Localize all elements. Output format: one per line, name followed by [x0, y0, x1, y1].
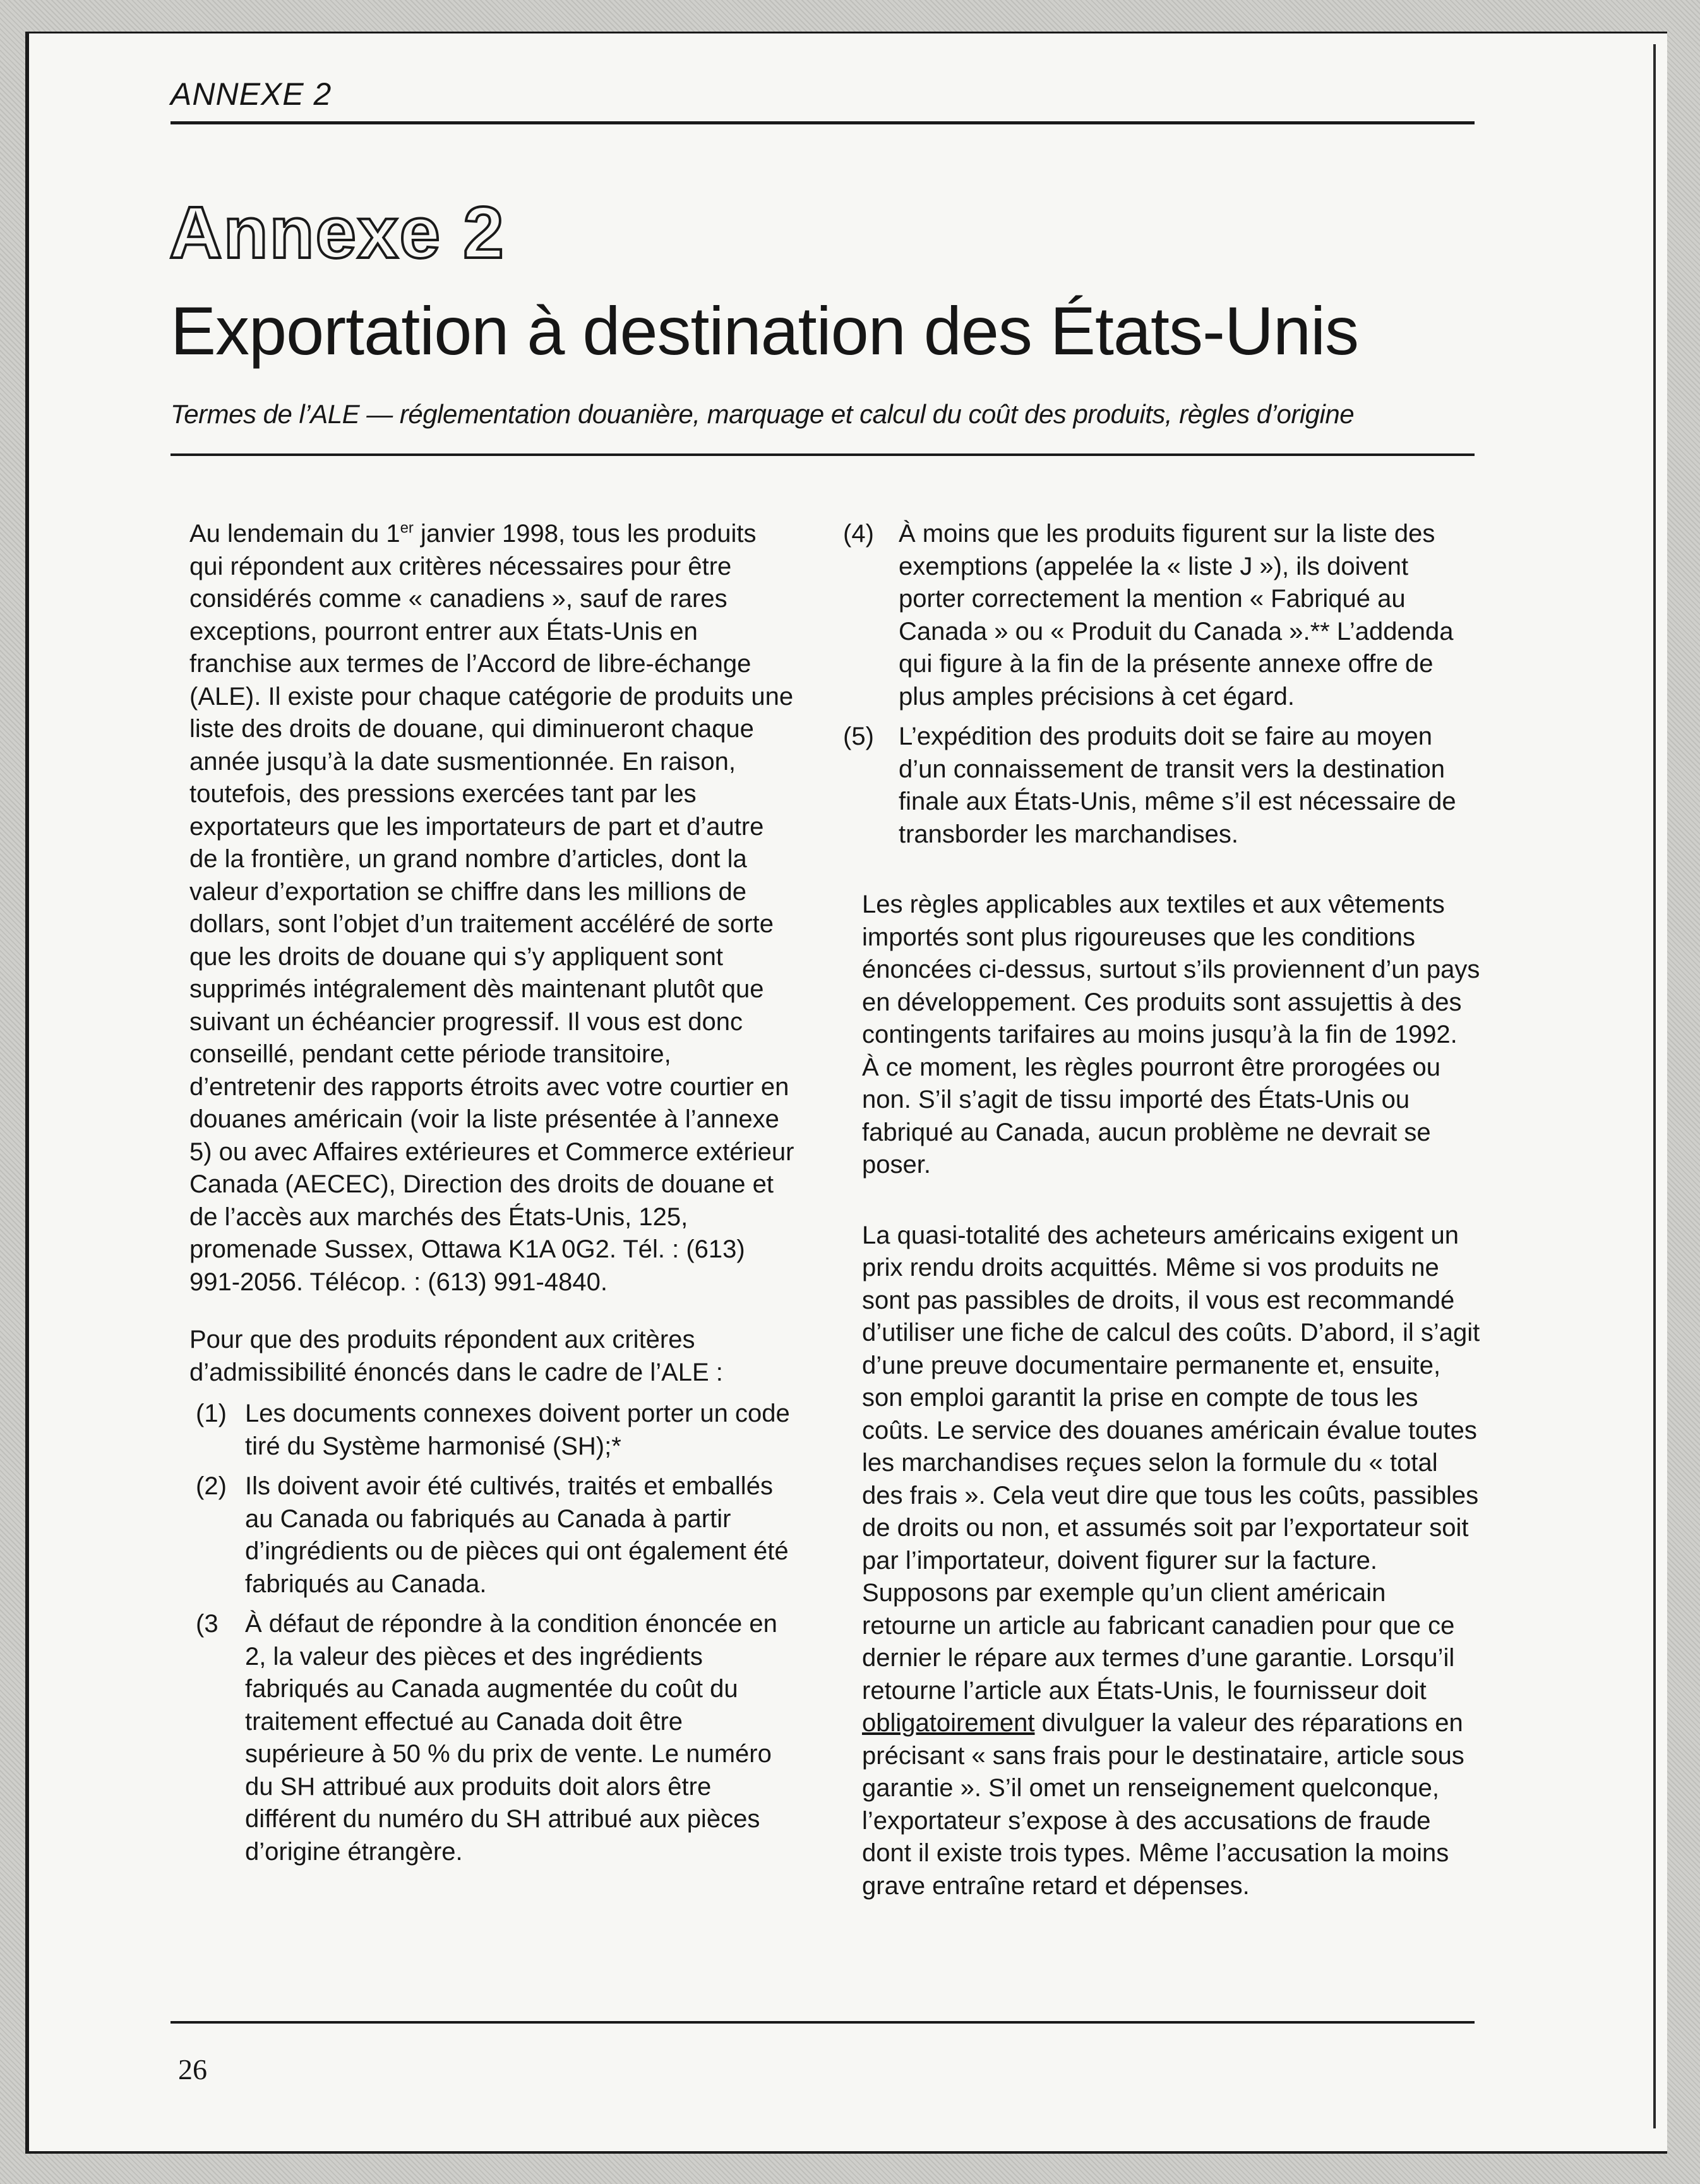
intro-text-start: Au lendemain du 1: [189, 520, 400, 548]
page-number: 26: [178, 2053, 207, 2085]
list-item-number: (5): [843, 723, 874, 750]
list-item-text: Les documents connexes doivent porter un code tiré du Système harmonisé (SH);*: [245, 1400, 790, 1460]
textiles-paragraph: Les règles applicables aux textiles et aux vêtements importés sont plus rigoureuses que les conditions énoncées ci-dessus, surtout s’ils proviennent d’un pays en développement. Ces produits sont assujettis à des contingents tarifaires au moins jusqu’à la fin de 1992. À ce moment, les règles pourront être prorogées ou non. S’il s’agit de tissu importé des États-Unis ou fabriqué au Canada, aucun problème ne devrait se poser.: [862, 891, 1480, 1179]
list-item-number: (3: [196, 1610, 218, 1638]
list-item-number: (4): [843, 520, 874, 548]
list-item: [196, 1398, 796, 1463]
page-title: Exportation à destination des États-Unis: [171, 292, 1359, 369]
left-column: [189, 518, 796, 1876]
criteria-list-continued: [843, 518, 1481, 851]
footer-rule: [171, 2021, 1475, 2024]
list-item: [843, 518, 1481, 713]
intro-text-rest: janvier 1998, tous les produits qui répondent aux critères nécessaires pour être considérés comme « canadiens », sauf de rares exceptions, pourront entrer aux États-Unis en franchise aux termes de l’Accord de libre-échange (ALE). Il existe pour chaque catégorie de produits une liste des droits de douane, qui diminueront chaque année jusqu’à la date susmentionnée. En raison, toutefois, des pressions exercées tant par les exportateurs que les importateurs de part et d’autre de la frontière, un grand nombre d’articles, dont la valeur d’exportation se chiffre dans les millions de dollars, sont l’objet d’un traitement accéléré de sorte que les droits de douane qui s’y appliquent sont supprimés intégralement dès maintenant plutôt que suivant un échéancier progressif. Il vous est donc conseillé, pendant cette période transitoire, d’entretenir des rapports étroits avec votre courtier en douanes américain (voir la liste présentée à l’annexe 5) ou avec Affaires extérieures et Commerce extérieur Canada (AECEC), Direction des droits de douane et de l’accès aux marchés des États-Unis, 125, promenade Sussex, Ottawa K1A 0G2. Tél. : (613) 991-2056. Télécop. : (613) 991-4840.: [189, 520, 794, 1296]
underlined-word: obligatoirement: [862, 1709, 1035, 1737]
page-right-edge: [1653, 44, 1656, 2128]
title-rule: [171, 453, 1475, 456]
header-rule: [171, 121, 1475, 124]
buyers-text-end: divulguer la valeur des réparations en précisant « sans frais pour le destinataire, article sous garantie ». S’il omet un renseignement quelconque, l’exportateur s’expose à des accusations de fraude dont il existe trois types. Même l’accusation la moins grave entraîne retard et dépenses.: [862, 1709, 1464, 1900]
list-item-text: Ils doivent avoir été cultivés, traités et emballés au Canada ou fabriqués au Canada à partir d’ingrédients ou de pièces qui ont également été fabriqués au Canada.: [245, 1472, 789, 1598]
list-item-number: (1): [196, 1400, 227, 1427]
right-column: [843, 518, 1481, 1940]
ordinal-superscript: er: [400, 519, 414, 537]
intro-paragraph: [189, 518, 796, 1299]
buyers-paragraph: [862, 1220, 1481, 1903]
list-item: [196, 1470, 796, 1600]
list-item-text: À défaut de répondre à la condition énoncée en 2, la valeur des pièces et des ingrédients fabriqués au Canada augmentée du coût du traitement effectué au Canada doit être supérieure à 50 % du prix de vente. Le numéro du SH attribué aux produits doit alors être différent du numéro du SH attribué aux pièces d’origine étrangère.: [245, 1610, 777, 1866]
annex-title: Annexe 2: [169, 191, 505, 273]
buyers-text-start: La quasi-totalité des acheteurs américains exigent un prix rendu droits acquittés. Même si vos produits ne sont pas passibles de droits, il vous est recommandé d’utiliser une fiche de calcul des coûts. D’abord, il s’agit d’une preuve documentaire permanente et, ensuite, son emploi garantit la prise en compte de tous les coûts. Le service des douanes américain évalue toutes les marchandises reçues selon la formule du « total des frais ». Cela veut dire que tous les coûts, passibles de droits ou non, et assumés soit par l’exportateur soit par l’importateur, doivent figurer sur la facture. Supposons par exemple qu’un client américain retourne un article au fabricant canadien pour que ce dernier le répare aux termes d’une garantie. Lorsqu’il retourne l’article aux États-Unis, le fournisseur doit: [862, 1221, 1480, 1705]
list-item: [843, 721, 1481, 851]
criteria-intro: Pour que des produits répondent aux critères d’admissibilité énoncés dans le cadre de l’ALE :: [189, 1326, 723, 1386]
list-item: [196, 1608, 796, 1868]
list-item-text: À moins que les produits figurent sur la liste des exemptions (appelée la « liste J »), ils doivent porter correctement la mention « Fabriqué au Canada » ou « Produit du Canada ».** L’addenda qui figure à la fin de la présente annexe offre de plus amples précisions à cet égard.: [899, 520, 1454, 711]
page-subtitle: Termes de l’ALE — réglementation douanière, marquage et calcul du coût des produits, règles d’origine: [171, 399, 1355, 429]
list-item-text: L’expédition des produits doit se faire au moyen d’un connaissement de transit vers la destination finale aux États-Unis, même s’il est nécessaire de transborder les marchandises.: [899, 723, 1456, 848]
criteria-list: [196, 1398, 796, 1868]
running-head: ANNEXE 2: [171, 76, 332, 112]
list-item-number: (2): [196, 1472, 227, 1500]
